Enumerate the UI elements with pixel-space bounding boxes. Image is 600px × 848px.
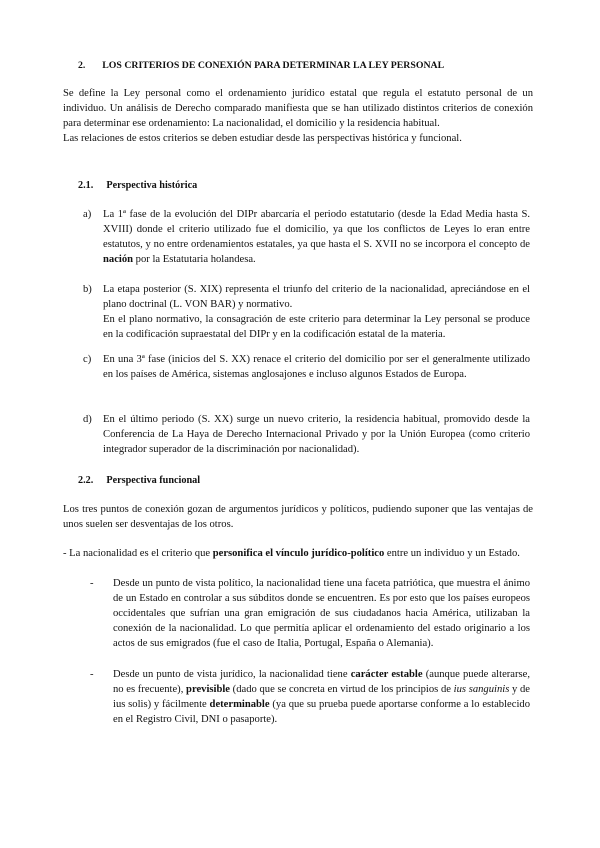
list-item [83, 412, 530, 457]
subsection-number: 2.1. [78, 180, 94, 191]
list-item-label: a) [83, 209, 92, 220]
section-number: 2. [78, 60, 86, 71]
emphasis-vinculo: personifica el vínculo jurídico-político [212, 548, 385, 559]
dash-bullet: - [90, 669, 94, 680]
subsection-number: 2.2. [78, 475, 94, 486]
list-item-text: La etapa posterior (S. XIX) representa el triunfo del criterio de la nacionalidad, apreciándose en el plano doctrinal (L. VON BAR) y normativo. En el plano normativo, la consagración de este criterio para determinar la Ley personal se produce en la codificación supraestatal del DIPr y en la codificación estatal de la materia. [103, 284, 530, 340]
emphasis-previsible: previsible [186, 684, 230, 695]
functional-paragraph: Los tres puntos de conexión gozan de argumentos jurídicos y políticos, pudiendo suponer que las ventajas de unos suelen ser desventajas de los otros. [63, 504, 533, 530]
emphasis-determinable: determinable [209, 699, 270, 710]
subsection-heading-functional [78, 473, 378, 488]
emphasis-nacion: nación [103, 254, 134, 265]
list-item-text: La 1ª fase de la evolución del DIPr abarcaría el periodo estatutario (desde la Edad Media hasta S. XVIII) donde el criterio utilizado fue el domicilio, ya que los conflictos de Leyes lo eran entre estatutos, y no entre ordenamientos estatales, ya que hasta el S. XVII no se incorpora el concepto de nación por la Estatutaria holandesa. [103, 209, 530, 265]
list-item-text: En una 3ª fase (inicios del S. XX) renace el criterio del domicilio por ser el generalmente utilizado en los países de América, sistemas anglosajones e incluso algunos Estados de Europa. [103, 354, 530, 380]
section-title: LOS CRITERIOS DE CONEXIÓN PARA DETERMINAR LA LEY PERSONAL [102, 60, 445, 71]
list-item-text: Desde un punto de vista político, la nacionalidad tiene una faceta patriótica, que muestra el ánimo de un Estado en controlar a sus súbditos donde se encuentren. Es por esto que los países europeos occidentales que sufrían una gran emigración de sus ciudadanos hacia América, utilizaban la conexión de la nacionalidad. Lo que permitía aplicar el ordenamiento del estado originario a los actos de sus emigrados (fue el caso de Italia, Portugal, España o Alemania). [113, 578, 530, 649]
list-item-label: c) [83, 354, 92, 365]
intro-text-2: Las relaciones de estos criterios se deben estudiar desde las perspectivas histórica y funcional. [63, 133, 462, 144]
emphasis-ius-sanguinis: ius sanguinis [453, 684, 510, 695]
list-item [83, 352, 530, 397]
list-item-label: d) [83, 414, 92, 425]
list-item-text: Desde un punto de vista jurídico, la nacionalidad tiene carácter estable (aunque puede alterarse, no es frecuente), previsible (dado que se concreta en virtud de los principios de ius sanguinis y de ius solis) y fácilmente determinable (ya que su prueba puede aportarse conforme a lo establecido en el Registro Civil, DNI o pasaporte). [113, 669, 531, 725]
nationality-paragraph: - La nacionalidad es el criterio que personifica el vínculo jurídico-político entre un individuo y un Estado. [63, 548, 520, 559]
list-item [83, 282, 530, 342]
list-item-label: b) [83, 284, 92, 295]
subsection-heading-historical [78, 178, 378, 193]
subsection-title: Perspectiva funcional [106, 475, 201, 486]
list-item [90, 576, 530, 651]
intro-paragraph [63, 86, 533, 146]
emphasis-estable: carácter estable [350, 669, 423, 680]
intro-text: Se define la Ley personal como el ordenamiento jurídico estatal que regula el estatuto personal de un individuo. Un análisis de Derecho comparado manifiesta que se han utilizado distintos criterios de conexión para determinar ese ordenamiento: La nacionalidad, el domicilio y la residencia habitual. [63, 88, 533, 129]
subsection-title: Perspectiva histórica [106, 180, 198, 191]
list-item-text: En el último periodo (S. XX) surge un nuevo criterio, la residencia habitual, promovido desde la Conferencia de La Haya de Derecho Internacional Privado y por la Unión Europea (como criterio integrador superador de la discriminación por nacionalidad). [103, 414, 530, 455]
section-heading [78, 58, 538, 73]
list-item [83, 207, 530, 267]
dash-bullet: - [90, 578, 94, 589]
list-item [90, 667, 530, 727]
